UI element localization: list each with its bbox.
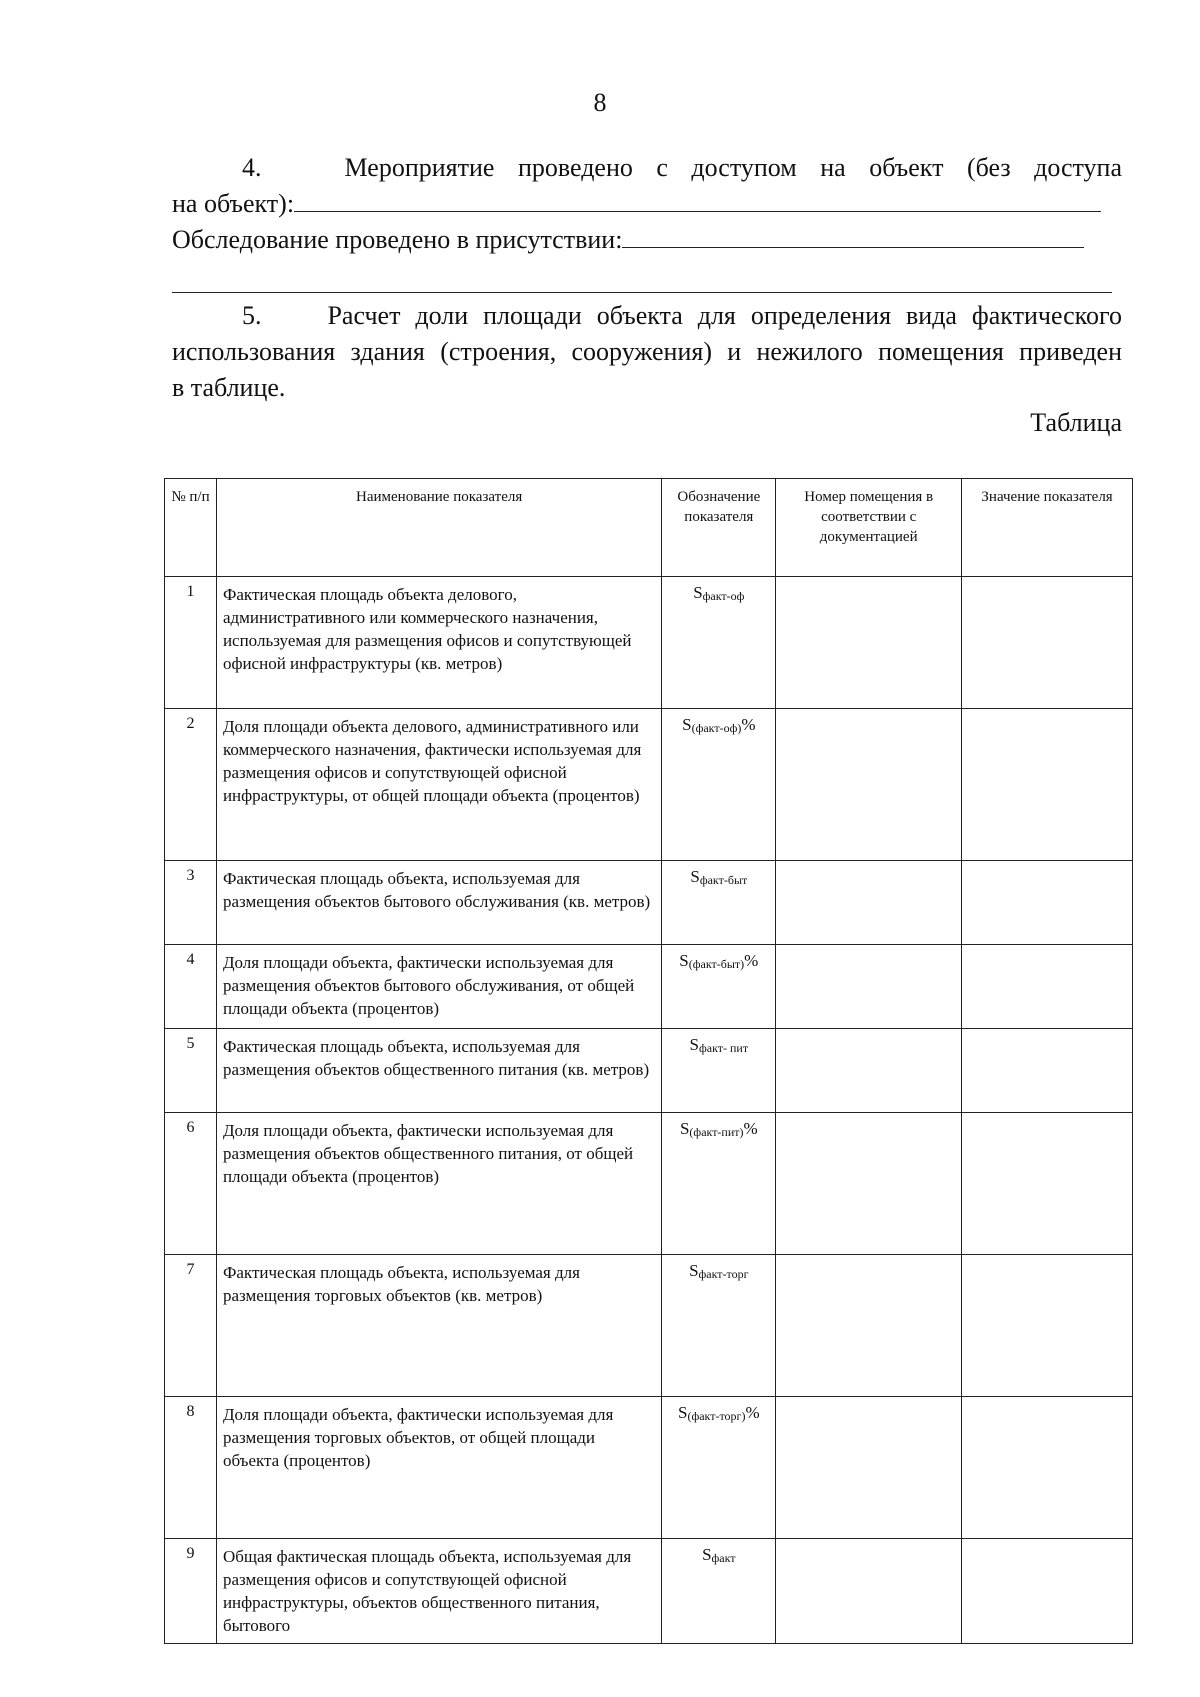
- symbol-subscript: (факт-оф): [691, 721, 742, 735]
- row-number: 1: [165, 577, 217, 709]
- item-4-text-line1: Мероприятие проведено с доступом на объект (без доступа: [344, 153, 1123, 182]
- row-value-cell[interactable]: [962, 945, 1133, 1029]
- table-row: [165, 577, 1133, 709]
- table-row: [165, 1539, 1133, 1644]
- row-symbol: [662, 1539, 776, 1644]
- item-4-number: 4.: [242, 153, 262, 182]
- row-room-number-cell[interactable]: [776, 1539, 962, 1644]
- table-row: [165, 709, 1133, 861]
- row-room-number-cell[interactable]: [776, 577, 962, 709]
- row-number: 5: [165, 1029, 217, 1113]
- row-value-cell[interactable]: [962, 1539, 1133, 1644]
- item-5-number: 5.: [242, 301, 262, 330]
- row-indicator-name: Общая фактическая площадь объекта, используемая для размещения офисов и сопутствующей офисной инфраструктуры, объектов общественного питания, бытового: [216, 1539, 661, 1644]
- page-number: 8: [593, 88, 607, 117]
- row-value-cell[interactable]: [962, 577, 1133, 709]
- row-value-cell[interactable]: [962, 709, 1133, 861]
- row-symbol: [662, 577, 776, 709]
- item-5-line3: в таблице.: [172, 373, 286, 402]
- header-num: № п/п: [165, 479, 217, 577]
- row-symbol: [662, 1029, 776, 1113]
- table-caption: Таблица: [1030, 408, 1122, 437]
- row-symbol: [662, 1397, 776, 1539]
- row-symbol: [662, 709, 776, 861]
- survey-presence-line: [172, 222, 1122, 258]
- table-row: [165, 1255, 1133, 1397]
- symbol-subscript: факт-торг: [698, 1267, 749, 1281]
- row-symbol: [662, 861, 776, 945]
- access-blank-line: [294, 210, 1101, 212]
- symbol-subscript: факт: [711, 1551, 736, 1565]
- row-value-cell[interactable]: [962, 1255, 1133, 1397]
- symbol-main: S: [682, 715, 692, 734]
- symbol-suffix: %: [741, 715, 756, 734]
- row-indicator-name: Фактическая площадь объекта, используемая для размещения объектов бытового обслуживания (кв. метров): [216, 861, 661, 945]
- row-value-cell[interactable]: [962, 1397, 1133, 1539]
- item-5-line2: использования здания (строения, сооружения) и нежилого помещения приведен: [172, 337, 1122, 366]
- symbol-subscript: (факт-пит): [689, 1125, 744, 1139]
- item-5-line1: Расчет доли площади объекта для определения вида фактического: [327, 301, 1123, 330]
- row-room-number-cell[interactable]: [776, 1255, 962, 1397]
- symbol-subscript: факт- пит: [699, 1041, 749, 1055]
- presence-blank-line: [622, 246, 1084, 248]
- item-4-line1: [172, 150, 1122, 186]
- symbol-subscript: (факт-торг): [687, 1409, 746, 1423]
- symbol-suffix: %: [743, 1119, 758, 1138]
- row-value-cell[interactable]: [962, 1113, 1133, 1255]
- symbol-main: S: [679, 951, 689, 970]
- table-row: [165, 1113, 1133, 1255]
- row-room-number-cell[interactable]: [776, 709, 962, 861]
- header-room: Номер помещения в соответствии с документацией: [776, 479, 962, 577]
- symbol-suffix: %: [745, 1403, 760, 1422]
- row-number: 7: [165, 1255, 217, 1397]
- row-indicator-name: Фактическая площадь объекта, используемая для размещения торговых объектов (кв. метров): [216, 1255, 661, 1397]
- item-4-text-line2: на объект):: [172, 189, 295, 218]
- item-5-paragraph: [172, 298, 1122, 406]
- item-4-line2: [172, 186, 1122, 222]
- row-indicator-name: Доля площади объекта, фактически используемая для размещения объектов общественного питания, от общей площади объекта (процентов): [216, 1113, 661, 1255]
- symbol-subscript: факт-быт: [699, 873, 748, 887]
- row-number: 9: [165, 1539, 217, 1644]
- row-indicator-name: Доля площади объекта, фактически используемая для размещения объектов бытового обслуживания, от общей площади объекта (процентов): [216, 945, 661, 1029]
- table-row: [165, 1029, 1133, 1113]
- symbol-subscript: факт-оф: [702, 589, 745, 603]
- row-symbol: [662, 945, 776, 1029]
- row-number: 6: [165, 1113, 217, 1255]
- table-row: [165, 861, 1133, 945]
- row-number: 4: [165, 945, 217, 1029]
- row-room-number-cell[interactable]: [776, 1029, 962, 1113]
- row-room-number-cell[interactable]: [776, 861, 962, 945]
- symbol-main: S: [690, 867, 700, 886]
- symbol-suffix: %: [744, 951, 759, 970]
- row-number: 8: [165, 1397, 217, 1539]
- symbol-subscript: (факт-быт): [688, 957, 745, 971]
- row-indicator-name: Доля площади объекта, фактически используемая для размещения торговых объектов, от общей площади объекта (процентов): [216, 1397, 661, 1539]
- row-number: 2: [165, 709, 217, 861]
- presence-blank-line-2: [172, 292, 1112, 293]
- row-value-cell[interactable]: [962, 1029, 1133, 1113]
- header-name: Наименование показателя: [216, 479, 661, 577]
- row-symbol: [662, 1255, 776, 1397]
- row-indicator-name: Фактическая площадь объекта делового, административного или коммерческого назначения, используемая для размещения офисов и сопутствующей офисной инфраструктуры (кв. метров): [216, 577, 661, 709]
- symbol-main: S: [689, 1261, 699, 1280]
- row-number: 3: [165, 861, 217, 945]
- indicators-table: [164, 478, 1133, 1644]
- table-row: [165, 1397, 1133, 1539]
- symbol-main: S: [702, 1545, 712, 1564]
- row-indicator-name: Доля площади объекта делового, административного или коммерческого назначения, фактически используемая для размещения офисов и сопутствующей офисной инфраструктуры, от общей площади объекта (процентов): [216, 709, 661, 861]
- symbol-main: S: [689, 1035, 699, 1054]
- row-indicator-name: Фактическая площадь объекта, используемая для размещения объектов общественного питания (кв. метров): [216, 1029, 661, 1113]
- symbol-main: S: [693, 583, 703, 602]
- survey-presence-label: Обследование проведено в присутствии:: [172, 225, 623, 254]
- table-row: [165, 945, 1133, 1029]
- header-value: Значение показателя: [962, 479, 1133, 577]
- header-symbol: Обозначение показателя: [662, 479, 776, 577]
- symbol-main: S: [679, 1119, 690, 1138]
- row-room-number-cell[interactable]: [776, 945, 962, 1029]
- row-symbol: [662, 1113, 776, 1255]
- row-value-cell[interactable]: [962, 861, 1133, 945]
- symbol-main: S: [677, 1403, 688, 1422]
- table-header-row: [165, 479, 1133, 577]
- row-room-number-cell[interactable]: [776, 1397, 962, 1539]
- row-room-number-cell[interactable]: [776, 1113, 962, 1255]
